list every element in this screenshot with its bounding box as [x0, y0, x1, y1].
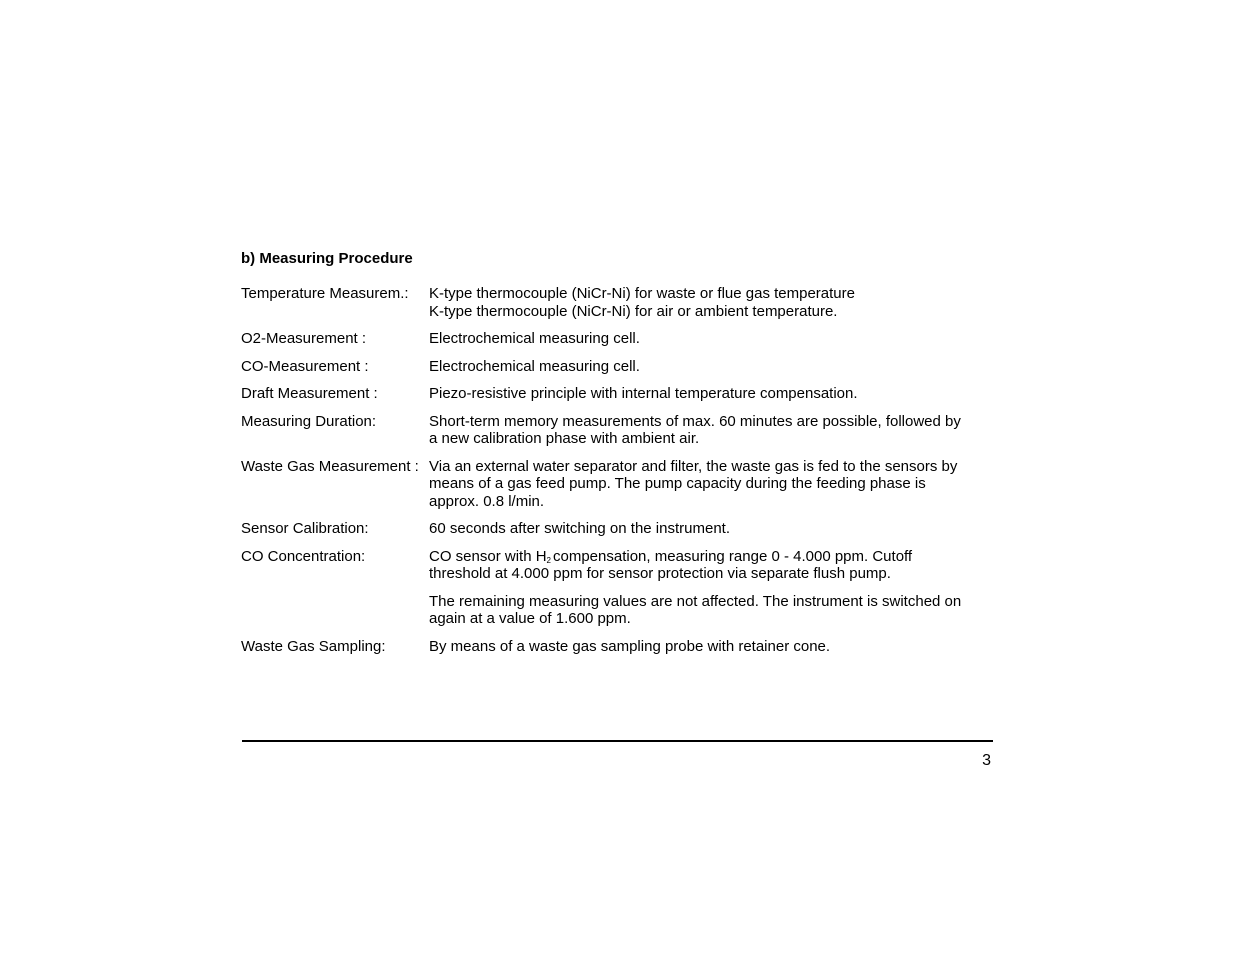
spec-value-line — [429, 548, 993, 566]
spec-value — [429, 458, 993, 511]
spec-row-waste-gas-sampling — [241, 638, 993, 656]
spec-label: Sensor Calibration: — [241, 520, 369, 537]
spec-label: CO-Measurement : — [241, 357, 369, 375]
spec-value-line: The remaining measuring values are not affected. The instrument is switched on — [429, 592, 962, 610]
spec-row-sensor-calibration — [241, 520, 993, 538]
spec-value — [429, 285, 993, 320]
spec-value-line: Electrochemical measuring cell. — [429, 330, 640, 347]
spec-value — [429, 520, 993, 538]
spec-label: Draft Measurement : — [241, 385, 378, 402]
spec-row-co-concentration — [241, 548, 993, 583]
spec-value-line: 60 seconds after switching on the instrument. — [429, 520, 730, 537]
spec-value-line: threshold at 4.000 ppm for sensor protection via separate flush pump. — [429, 565, 891, 582]
section-heading: b) Measuring Procedure — [241, 250, 413, 267]
spec-row-draft — [241, 385, 993, 403]
spec-label — [241, 593, 429, 628]
page-number: 3 — [982, 752, 991, 769]
spec-value-line: By means of a waste gas sampling probe with retainer cone. — [429, 637, 831, 655]
spec-value-line: a new calibration phase with ambient air. — [429, 430, 700, 447]
co-sensor-text: CO sensor with H — [429, 547, 547, 565]
spec-label: Waste Gas Measurement : — [241, 457, 419, 475]
spec-value — [429, 385, 993, 403]
spec-label: O2-Measurement : — [241, 330, 367, 347]
h2-subscript: 2 — [546, 555, 551, 565]
spec-value-line: Piezo-resistive principle with internal temperature compensation. — [429, 385, 858, 402]
spec-row-waste-gas-measurement — [241, 458, 993, 511]
spec-value — [429, 413, 993, 448]
spec-value-line: Via an external water separator and filter, the waste gas is fed to the sensors by — [429, 457, 958, 475]
spec-value — [429, 593, 993, 628]
spec-value — [429, 548, 993, 583]
spec-value-line: Short-term memory measurements of max. 60 minutes are possible, followed by — [429, 412, 961, 430]
spec-value-line: K-type thermocouple (NiCr-Ni) for air or ambient temperature. — [429, 302, 838, 320]
footer-divider — [242, 740, 993, 742]
spec-value-line: again at a value of 1.600 ppm. — [429, 610, 631, 627]
spec-label: Waste Gas Sampling: — [241, 637, 386, 655]
spec-value-line: Electrochemical measuring cell. — [429, 357, 640, 375]
spec-value-line: K-type thermocouple (NiCr-Ni) for waste or flue gas temperature — [429, 285, 855, 302]
compensation-text: compensation, measuring range 0 - 4.000 ppm. Cutoff — [553, 547, 913, 565]
spec-row-co — [241, 358, 993, 376]
spec-value — [429, 330, 993, 348]
spec-row-temperature — [241, 285, 993, 320]
spec-value — [429, 638, 993, 656]
spec-label: Measuring Duration: — [241, 412, 377, 430]
spec-value — [429, 358, 993, 376]
spec-value-line: approx. 0.8 l/min. — [429, 492, 545, 510]
spec-value-line: means of a gas feed pump. The pump capacity during the feeding phase is — [429, 475, 926, 492]
spec-label: Temperature Measurem.: — [241, 285, 409, 302]
document-body — [241, 250, 993, 665]
spec-label: CO Concentration: — [241, 547, 366, 565]
spec-row-continuation — [241, 593, 993, 628]
spec-row-duration — [241, 413, 993, 448]
spec-row-o2 — [241, 330, 993, 348]
